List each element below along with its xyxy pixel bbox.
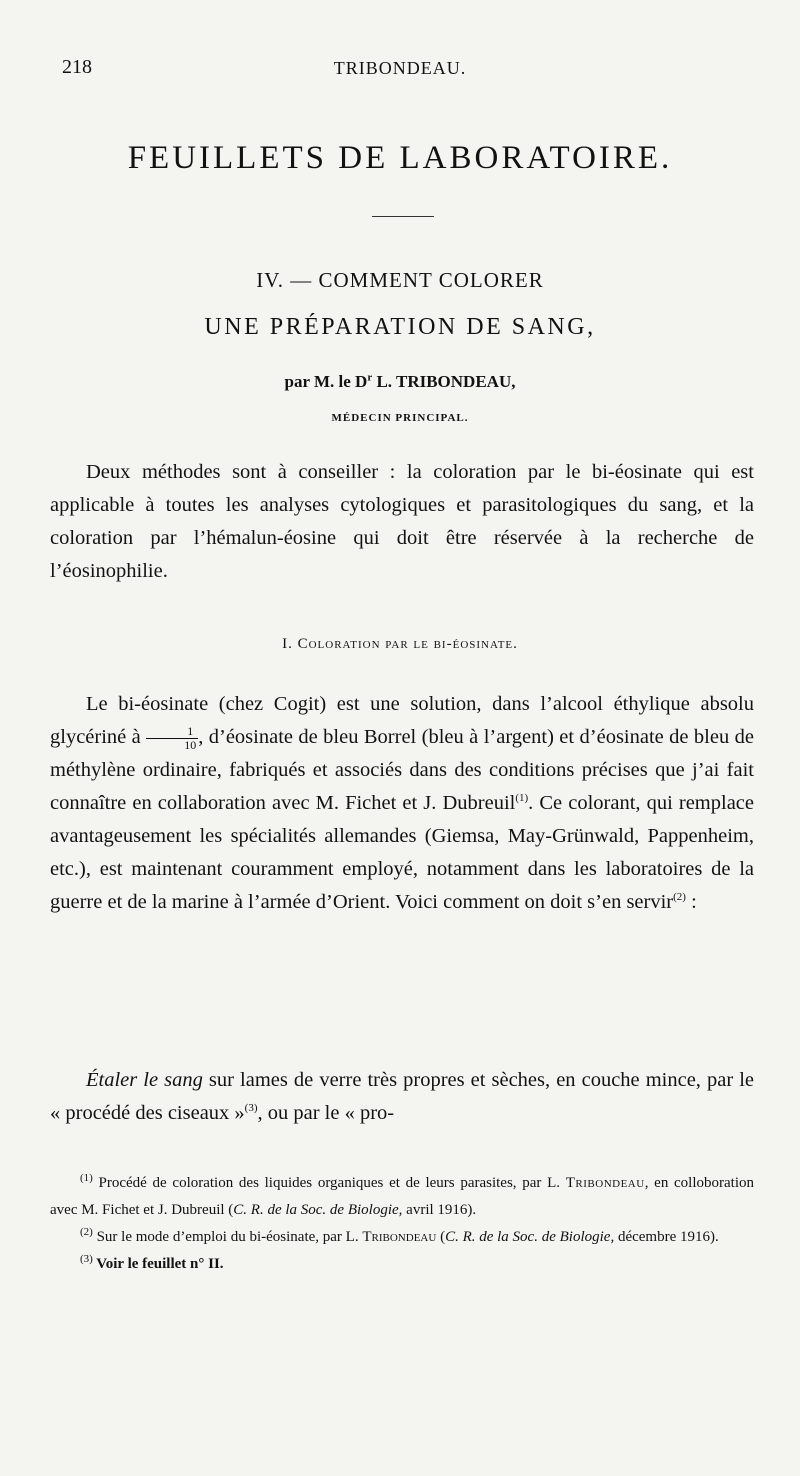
page-number: 218 xyxy=(62,56,92,78)
body2-part1: sur lames de verre très propres et sèches, en couche mince, par le « procédé des ciseaux » xyxy=(50,1069,754,1124)
section-numeral: I. xyxy=(282,636,293,652)
footnote-1 xyxy=(50,1170,754,1224)
footnote-ref-3: (3) xyxy=(244,1102,258,1115)
body2-italic: Étaler le sang xyxy=(86,1069,203,1091)
section-heading xyxy=(0,636,800,653)
author-sup: r xyxy=(367,371,373,384)
footnote-1-text-a: Procédé de coloration des liquides organiques et de leurs parasites, par L. xyxy=(92,1175,566,1191)
author-title: MÉDECIN PRINCIPAL. xyxy=(331,412,469,424)
footnote-2-journal: C. R. de la Soc. de Biologie, xyxy=(445,1229,615,1245)
footnote-2-author: Tribondeau xyxy=(362,1229,437,1245)
author-line xyxy=(0,372,800,392)
footnote-3-text: Voir le feuillet n° II. xyxy=(92,1256,224,1272)
running-head xyxy=(62,56,738,86)
footnote-1-journal: C. R. de la Soc. de Biologie, xyxy=(233,1202,403,1218)
body-paragraph-1 xyxy=(50,688,754,919)
footnote-3-mark: (3) xyxy=(80,1253,93,1265)
body-paragraph-1-text xyxy=(50,688,754,919)
article-number-line: IV. — COMMENT COLORER xyxy=(256,268,544,292)
fraction-numerator: 1 xyxy=(187,723,194,738)
fraction xyxy=(146,725,198,752)
body2-part2: , ou par le « pro- xyxy=(257,1102,395,1124)
body1-part4: : xyxy=(685,891,697,913)
footnote-1-mark: (1) xyxy=(80,1172,93,1184)
fraction-denominator: 10 xyxy=(146,738,198,752)
main-title: FEUILLETS DE LABORATOIRE. xyxy=(127,140,673,176)
body-paragraph-2-text xyxy=(50,1064,754,1130)
article-title: UNE PRÉPARATION DE SANG, xyxy=(204,314,596,340)
title-divider xyxy=(372,216,434,217)
intro-paragraph xyxy=(50,456,754,588)
body1-part3: . Ce colorant, qui remplace avantageusement les spécialités allemandes (Giemsa, May-Grünwald, Pappenheim, etc.), est maintenant couramment employé, notamment dans les laboratoires de la guerre et de la marine à l’armée d’Orient. Voici comment on doit s’en servir xyxy=(50,792,754,913)
footnote-2-text-c: décembre 1916). xyxy=(614,1229,719,1245)
running-title: TRIBONDEAU. xyxy=(333,58,467,78)
footnote-ref-2: (2) xyxy=(673,891,686,904)
footnote-1-text-b: , en colloboration avec M. Fichet et J. Dubreuil ( xyxy=(50,1175,754,1218)
footnote-2-text-a: Sur le mode d’emploi du bi-éosinate, par L. xyxy=(92,1229,363,1245)
author-prefix: par M. le D xyxy=(284,372,368,391)
footnote-2-mark: (2) xyxy=(80,1226,93,1238)
body-paragraph-2 xyxy=(50,1064,754,1130)
footnote-1-author: Tribondeau xyxy=(565,1175,645,1191)
footnote-2 xyxy=(50,1224,754,1251)
body1-part1: Le bi-éosinate (chez Cogit) est une solution, dans l’alcool éthylique absolu glycériné à xyxy=(50,693,754,748)
footnote-3 xyxy=(50,1251,754,1278)
author-name: L. TRIBONDEAU, xyxy=(376,372,516,391)
intro-text: Deux méthodes sont à conseiller : la coloration par le bi-éosinate qui est applicable à toutes les analyses cytologiques et parasitologiques du sang, et la coloration par l’hémalun-éosine qui doit être réservée à la recherche de l’éosinophilie. xyxy=(50,461,754,582)
section-title: Coloration par le bi-éosinate. xyxy=(297,636,518,652)
footnote-ref-1: (1) xyxy=(515,792,529,805)
body1-part2: , d’éosinate de bleu Borrel (bleu à l’argent) et d’éosinate de bleu de méthylène ordinaire, fabriqués et associés dans des conditions précises que j’ai fait connaître en collaboration avec M. Fichet et J. Dubreuil xyxy=(50,726,754,814)
footnotes xyxy=(50,1170,754,1278)
footnote-2-text-b: ( xyxy=(436,1229,446,1245)
footnote-1-text-c: avril 1916). xyxy=(402,1202,477,1218)
